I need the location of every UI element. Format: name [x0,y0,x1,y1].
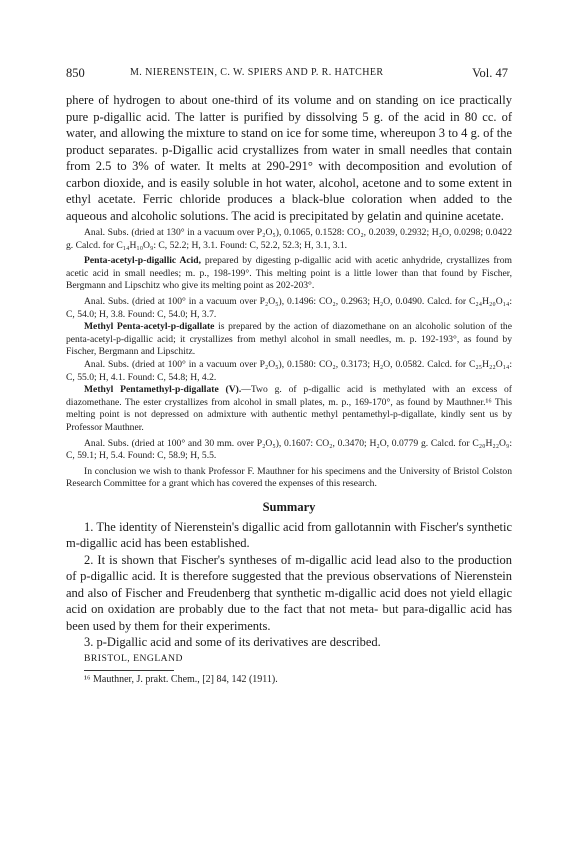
penta-acetyl-text: prepared by digesting p-digallic acid with acetic anhydride, crystallizes from acetic acid in small needles; m. p., 198-199°. This melting point is a little lower than that found by Fischer, Bergmann and Lipschitz who give its melting point as 202-203°. [66,255,513,292]
penta-acetyl-paragraph [66,255,512,293]
footnote: ¹⁶ Mauthner, J. prakt. Chem., [2] 84, 142 (1911). [84,673,278,685]
analysis-digallic: Anal. Subs. (dried at 130° in a vacuum over P₂O₅), 0.1065, 0.1528: CO₂, 0.2039, 0.2932; H₂O, 0.0298; 0.0422 g. Calcd. for C₁₄H₁₀O₉: C, 52.2; H, 3.1. Found: C, 52.2, 52.3; H, 3.1, 3.1. [66,227,512,251]
summary-heading: Summary [262,499,316,514]
analysis-penta-acetyl: Anal. Subs. (dried at 100° in a vacuum over P₂O₅), 0.1496: CO₂, 0.2963; H₂O, 0.0490. Calcd. for C₂₄H₂₀O₁₄: C, 54.0; H, 3.8. Found: C, 54.0; H, 3.7. [66,295,512,320]
page-number: 850 [66,66,85,80]
running-authors: M. NIERENSTEIN, C. W. SPIERS AND P. R. HATCHER [130,67,384,78]
methyl-pentamethyl-paragraph [66,384,512,434]
summary-item-1: 1. The identity of Nierenstein's digallic acid from gallotannin with Fischer's synthetic m-digallic acid has been established. [66,519,512,551]
summary-item-2: 2. It is shown that Fischer's syntheses of m-digallic acid lead also to the production of p-digallic acid. It is therefore suggested that the previous observations of Nierenstein and also of Fischer and Freudenberg that synthetic m-digallic acid does not yield ellagic acid on oxidation are probably due to the fact that not meta- but para-digallic acid has been used by them for their experiments. [66,552,512,633]
methyl-pentamethyl-heading: Methyl Pentamethyl-p-digallate (V). [84,384,242,396]
footnote-rule [84,670,174,671]
place-line: BRISTOL, ENGLAND [84,652,183,664]
continued-paragraph: phere of hydrogen to about one-third of its volume and on standing on ice practically pure p-digallic acid. The latter is purified by dissolving 5 g. of the acid in 80 cc. of water, and allowing the mixture to stand on ice for some time, whereupon 3 to 4 g. of the product separates. p-Digallic acid crystallizes from water in small needles that contain from 2.5 to 3% of water. It melts at 290-291° with decomposition and evolution of carbon dioxide, and is easily soluble in hot water, alcohol, acetone and to some extent in ethyl acetate. Ferric chloride produces a black-blue coloration when added to the aqueous and alcoholic solutions. The acid is precipitated by gelatin and quinine acetate. [66,93,512,223]
methyl-penta-acetyl-text: is prepared by the action of diazomethane on an alcoholic solution of the penta-acetyl-p-digallic acid; it crystallizes from methyl alcohol in small needles, m. p. 192-193°, as found by Fischer, Bergmann and Lipschitz. [66,321,512,358]
methyl-penta-acetyl-heading: Methyl Penta-acetyl-p-digallate [84,321,215,333]
methyl-penta-acetyl-paragraph [66,321,512,359]
running-header [66,66,508,82]
analysis-methyl-penta-acetyl: Anal. Subs. (dried at 100° in a vacuum over P₂O₅), 0.1580: CO₂, 0.3173; H₂O, 0.0582. Calcd. for C₂₅H₂₂O₁₄: C, 55.0; H, 4.1. Found: C, 54.8; H, 4.2. [66,358,512,383]
acknowledgement: In conclusion we wish to thank Professor F. Mauthner for his specimens and the University of Bristol Colston Research Committee for a grant which has covered the expenses of this research. [66,465,512,490]
penta-acetyl-heading: Penta-acetyl-p-digallic Acid, [84,255,202,267]
methyl-pentamethyl-text: —Two g. of p-digallic acid is methylated with an excess of diazomethane. The ester crystallizes from alcohol in small plates, m. p., 169-170°, as found by Mauthner.¹⁶ This melting point is not depressed on admixture with authentic methyl pentamethyl-p-digallate, kindly sent us by Professor Mauthner. [66,384,512,433]
summary-item-3: 3. p-Digallic acid and some of its derivatives are described. [84,635,381,650]
analysis-methyl-pentamethyl: Anal. Subs. (dried at 100° and 30 mm. over P₂O₅), 0.1607: CO₂, 0.3470; H₂O, 0.0779 g. Calcd. for C₂₀H₂₂O₉: C, 59.1; H, 5.4. Found: C, 58.9; H, 5.5. [66,437,512,462]
volume-label: Vol. 47 [472,66,508,80]
article-body [66,92,512,685]
